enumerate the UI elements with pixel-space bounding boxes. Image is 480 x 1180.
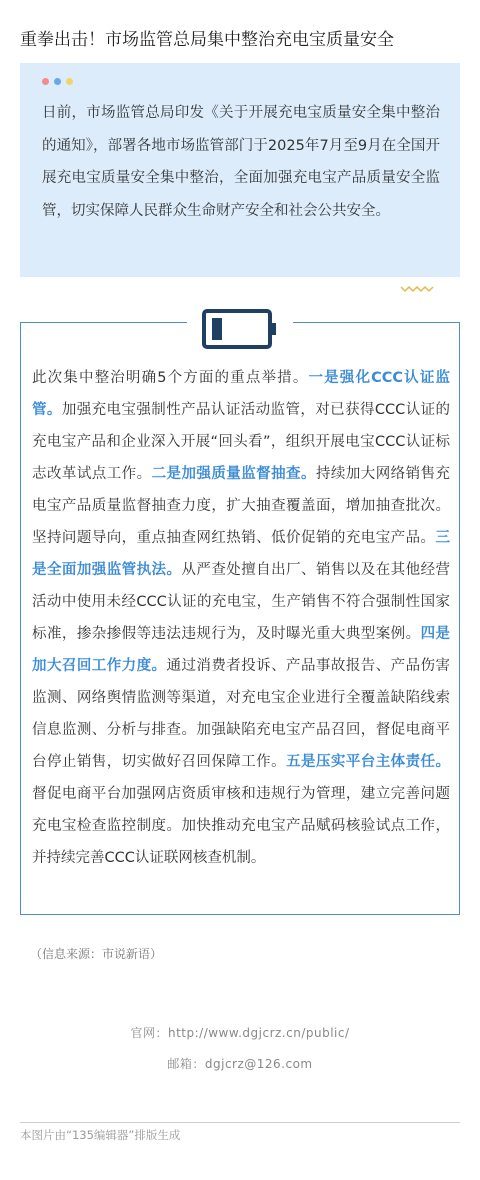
highlight-measure-3: 三是全面加强监管执法。 [32,530,450,578]
editor-credit: 本图片由“135编辑器”排版生成 [20,1128,181,1142]
intro-paragraph: 日前，市场监管总局印发《关于开展充电宝质量安全集中整治的通知》，部署各地市场监管部门于2025年7月至9月在全国开展充电宝质量安全集中整治，全面加强充电宝产品质量安全监管，切实保障人民群众生命财产安全和社会公共安全。 [42,105,440,219]
body-segment: 督促电商平台加强网店资质审核和违规行为管理，建立完善问题充电宝检查监控制度。加快推动充电宝产品赋码核验试点工作，并持续完善CCC认证联网核查机制。 [32,786,450,866]
dot-red [42,78,49,85]
highlight-measure-1: 一是强化CCC认证监管。 [32,370,450,418]
body-segment: 加强充电宝强制性产品认证活动监管，对已获得CCC认证的充电宝产品和企业深入开展“回头看”，组织开展电宝CCC认证标志改革试点工作。 [32,402,451,482]
highlight-measure-5: 五是压实平台主体责任。 [286,754,451,770]
main-paragraph [32,362,450,874]
body-segment: 通过消费者投诉、产品事故报告、产品伤害监测、网络舆情监测等渠道，对充电宝企业进行全覆盖缺陷线索信息监测、分析与排查。加强缺陷充电宝产品召回，督促电商平台停止销售，切实做好召回保障工作。 [32,658,450,770]
email-link[interactable]: 邮箱：dgjcrz@126.com [167,1057,313,1071]
dot-blue [54,78,61,85]
website-link[interactable]: 官网：http://www.dgjcrz.cn/public/ [130,1026,350,1040]
intro-box [20,63,460,277]
battery-badge [187,306,293,352]
article-title: 重拳出击！市场监管总局集中整治充电宝质量安全 [20,30,394,50]
decorative-dots [42,78,78,86]
highlight-measure-2: 二是加强质量监督抽查。 [151,466,316,482]
dot-yellow [66,78,73,85]
wave-icon [400,284,434,294]
footer-divider [20,1122,460,1123]
body-segment: 持续加大网络销售充电宝产品质量监督抽查力度，扩大抽查覆盖面，增加抽查批次。坚持问题导向，重点抽查网红热销、低价促销的充电宝产品。 [32,466,451,546]
source-note: （信息来源：市说新语） [30,947,163,961]
battery-icon [202,309,278,349]
highlight-measure-4: 四是加大召回工作力度。 [32,626,451,674]
body-segment: 从严查处擅自出厂、销售以及在其他经营活动中使用未经CCC认证的充电宝，生产销售不符合强制性国家标准，掺杂掺假等违法违规行为，及时曝光重大典型案例。 [32,562,451,642]
body-segment: 此次集中整治明确5个方面的重点举措。 [32,370,309,386]
